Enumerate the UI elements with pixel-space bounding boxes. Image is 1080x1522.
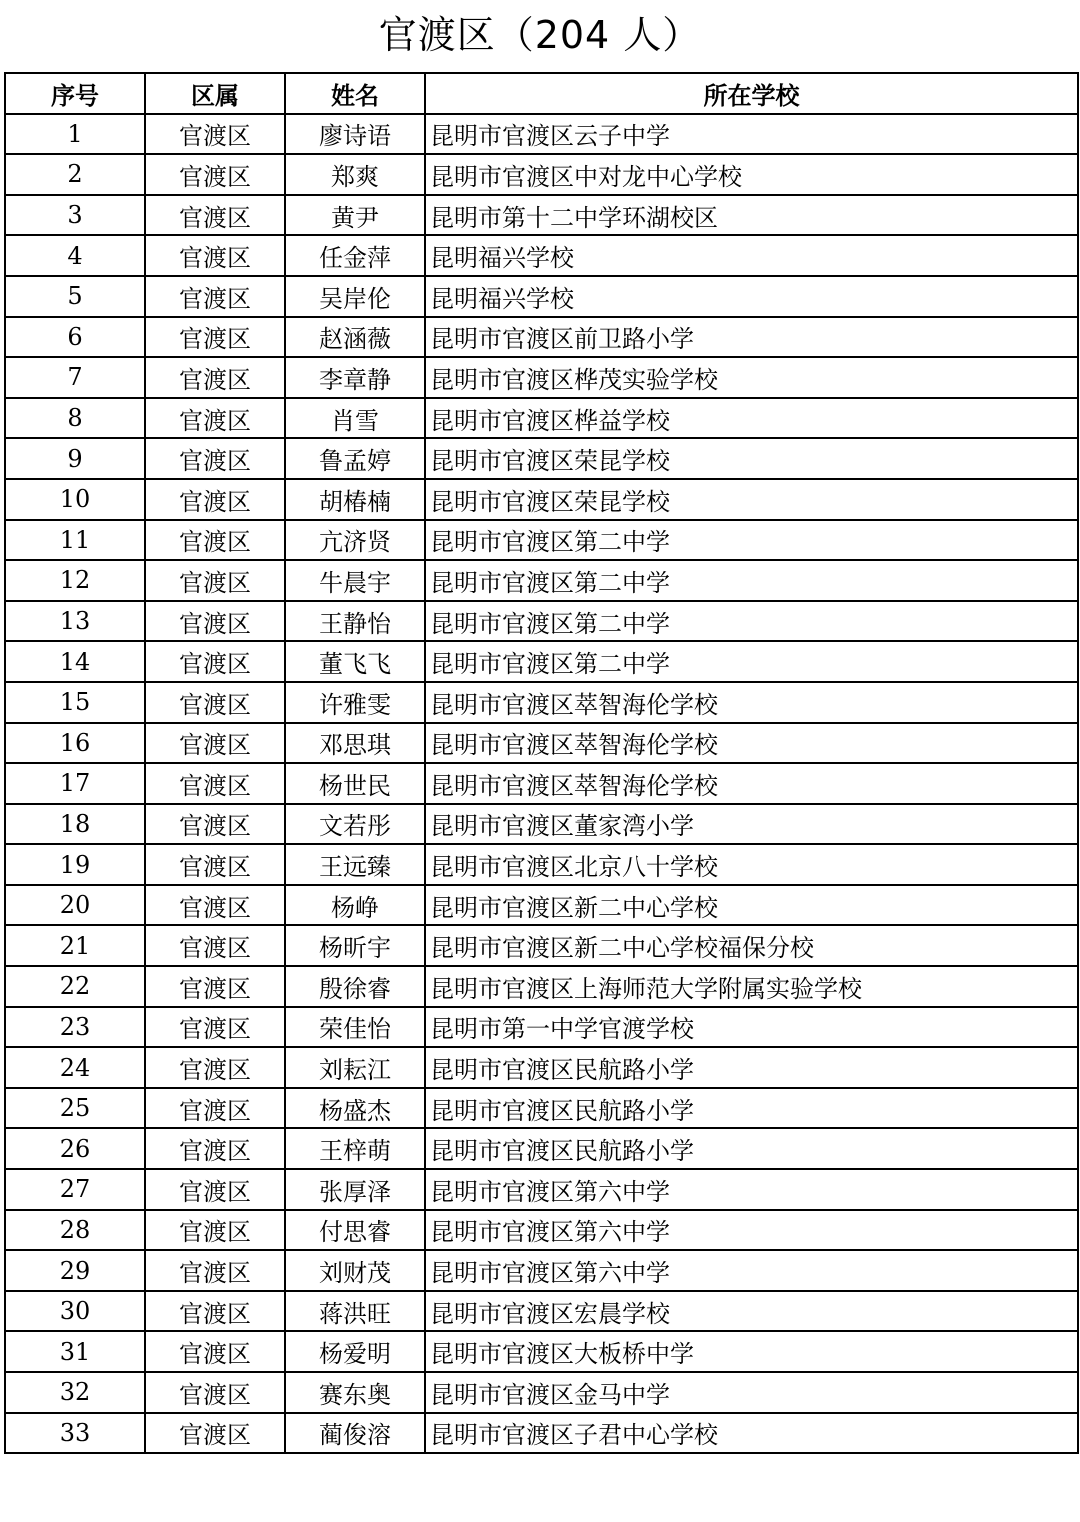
- cell-number: 18: [5, 804, 145, 845]
- cell-number: 7: [5, 357, 145, 398]
- table-row: [5, 1291, 1078, 1332]
- cell-number: 17: [5, 763, 145, 804]
- cell-school: 昆明市官渡区民航路小学: [425, 1047, 1078, 1088]
- table-row: [5, 154, 1078, 195]
- cell-number: 4: [5, 235, 145, 276]
- table-row: [5, 1169, 1078, 1210]
- cell-number: 28: [5, 1210, 145, 1251]
- cell-name: 蒋洪旺: [285, 1291, 425, 1332]
- table-row: [5, 844, 1078, 885]
- table-row: [5, 885, 1078, 926]
- cell-school: 昆明市官渡区中对龙中心学校: [425, 154, 1078, 195]
- table-row: [5, 438, 1078, 479]
- cell-district: 官渡区: [145, 1413, 285, 1454]
- cell-school: 昆明市官渡区第二中学: [425, 601, 1078, 642]
- cell-number: 5: [5, 276, 145, 317]
- cell-number: 1: [5, 114, 145, 155]
- page-title: 官渡区（204 人）: [378, 13, 702, 57]
- cell-number: 21: [5, 925, 145, 966]
- cell-name: 亢济贤: [285, 520, 425, 561]
- cell-district: 官渡区: [145, 1169, 285, 1210]
- cell-number: 2: [5, 154, 145, 195]
- cell-school: 昆明市官渡区第六中学: [425, 1250, 1078, 1291]
- cell-number: 12: [5, 560, 145, 601]
- cell-school: 昆明市官渡区桦茂实验学校: [425, 357, 1078, 398]
- cell-district: 官渡区: [145, 1210, 285, 1251]
- cell-school: 昆明市官渡区前卫路小学: [425, 317, 1078, 358]
- table-row: [5, 398, 1078, 439]
- cell-district: 官渡区: [145, 357, 285, 398]
- cell-school: 昆明市官渡区上海师范大学附属实验学校: [425, 966, 1078, 1007]
- table-body: [5, 114, 1078, 1454]
- cell-name: 许雅雯: [285, 682, 425, 723]
- table-row: [5, 1128, 1078, 1169]
- cell-number: 10: [5, 479, 145, 520]
- cell-number: 30: [5, 1291, 145, 1332]
- table-row: [5, 1088, 1078, 1129]
- cell-district: 官渡区: [145, 1047, 285, 1088]
- cell-school: 昆明市官渡区新二中心学校: [425, 885, 1078, 926]
- cell-school: 昆明市官渡区第六中学: [425, 1210, 1078, 1251]
- table-row: [5, 966, 1078, 1007]
- cell-district: 官渡区: [145, 601, 285, 642]
- cell-district: 官渡区: [145, 1088, 285, 1129]
- cell-name: 杨昕宇: [285, 925, 425, 966]
- cell-name: 任金萍: [285, 235, 425, 276]
- cell-school: 昆明市官渡区董家湾小学: [425, 804, 1078, 845]
- cell-number: 29: [5, 1250, 145, 1291]
- cell-name: 肖雪: [285, 398, 425, 439]
- cell-number: 20: [5, 885, 145, 926]
- cell-number: 6: [5, 317, 145, 358]
- table-row: [5, 114, 1078, 155]
- cell-school: 昆明福兴学校: [425, 276, 1078, 317]
- cell-number: 32: [5, 1372, 145, 1413]
- cell-school: 昆明市官渡区萃智海伦学校: [425, 682, 1078, 723]
- cell-name: 王梓萌: [285, 1128, 425, 1169]
- cell-name: 刘财茂: [285, 1250, 425, 1291]
- table-header-row: [5, 73, 1078, 114]
- cell-school: 昆明市官渡区新二中心学校福保分校: [425, 925, 1078, 966]
- cell-name: 刘耘江: [285, 1047, 425, 1088]
- cell-school: 昆明市官渡区荣昆学校: [425, 438, 1078, 479]
- cell-name: 张厚泽: [285, 1169, 425, 1210]
- table-row: [5, 682, 1078, 723]
- cell-name: 郑爽: [285, 154, 425, 195]
- cell-name: 黄尹: [285, 195, 425, 236]
- cell-number: 24: [5, 1047, 145, 1088]
- cell-school: 昆明市官渡区桦益学校: [425, 398, 1078, 439]
- cell-name: 邓思琪: [285, 723, 425, 764]
- cell-school: 昆明市官渡区第二中学: [425, 520, 1078, 561]
- roster-table: [4, 72, 1079, 1454]
- table-row: [5, 317, 1078, 358]
- table-row: [5, 357, 1078, 398]
- cell-school: 昆明市官渡区第二中学: [425, 641, 1078, 682]
- cell-school: 昆明市官渡区荣昆学校: [425, 479, 1078, 520]
- cell-school: 昆明市官渡区萃智海伦学校: [425, 723, 1078, 764]
- cell-school: 昆明市官渡区北京八十学校: [425, 844, 1078, 885]
- cell-name: 赵涵薇: [285, 317, 425, 358]
- cell-number: 9: [5, 438, 145, 479]
- cell-name: 王静怡: [285, 601, 425, 642]
- cell-school: 昆明市官渡区宏晨学校: [425, 1291, 1078, 1332]
- table-row: [5, 276, 1078, 317]
- cell-name: 鲁孟婷: [285, 438, 425, 479]
- cell-district: 官渡区: [145, 520, 285, 561]
- cell-name: 牛晨宇: [285, 560, 425, 601]
- cell-name: 吴岸伦: [285, 276, 425, 317]
- cell-name: 付思睿: [285, 1210, 425, 1251]
- cell-district: 官渡区: [145, 1128, 285, 1169]
- cell-district: 官渡区: [145, 844, 285, 885]
- table-row: [5, 641, 1078, 682]
- cell-number: 23: [5, 1007, 145, 1048]
- table-row: [5, 1210, 1078, 1251]
- table-row: [5, 479, 1078, 520]
- cell-name: 杨爱明: [285, 1331, 425, 1372]
- table-row: [5, 1372, 1078, 1413]
- cell-district: 官渡区: [145, 1331, 285, 1372]
- cell-school: 昆明市官渡区民航路小学: [425, 1088, 1078, 1129]
- cell-name: 蔺俊溶: [285, 1413, 425, 1454]
- cell-number: 11: [5, 520, 145, 561]
- cell-district: 官渡区: [145, 1372, 285, 1413]
- cell-district: 官渡区: [145, 723, 285, 764]
- cell-number: 14: [5, 641, 145, 682]
- cell-name: 廖诗语: [285, 114, 425, 155]
- cell-number: 19: [5, 844, 145, 885]
- cell-school: 昆明市第十二中学环湖校区: [425, 195, 1078, 236]
- cell-name: 胡椿楠: [285, 479, 425, 520]
- cell-district: 官渡区: [145, 966, 285, 1007]
- header-district: 区属: [145, 73, 285, 114]
- cell-number: 27: [5, 1169, 145, 1210]
- cell-district: 官渡区: [145, 560, 285, 601]
- cell-school: 昆明市官渡区大板桥中学: [425, 1331, 1078, 1372]
- cell-school: 昆明市官渡区第六中学: [425, 1169, 1078, 1210]
- cell-school: 昆明市官渡区萃智海伦学校: [425, 763, 1078, 804]
- cell-number: 33: [5, 1413, 145, 1454]
- table-row: [5, 1250, 1078, 1291]
- cell-number: 25: [5, 1088, 145, 1129]
- cell-name: 荣佳怡: [285, 1007, 425, 1048]
- header-name: 姓名: [285, 73, 425, 114]
- cell-number: 3: [5, 195, 145, 236]
- cell-school: 昆明市官渡区金马中学: [425, 1372, 1078, 1413]
- header-school: 所在学校: [425, 73, 1078, 114]
- table-row: [5, 520, 1078, 561]
- cell-district: 官渡区: [145, 804, 285, 845]
- cell-school: 昆明福兴学校: [425, 235, 1078, 276]
- cell-name: 李章静: [285, 357, 425, 398]
- cell-name: 殷徐睿: [285, 966, 425, 1007]
- cell-number: 22: [5, 966, 145, 1007]
- header-number: 序号: [5, 73, 145, 114]
- table-row: [5, 925, 1078, 966]
- table-row: [5, 1413, 1078, 1454]
- table-row: [5, 601, 1078, 642]
- cell-name: 杨峥: [285, 885, 425, 926]
- cell-school: 昆明市官渡区子君中心学校: [425, 1413, 1078, 1454]
- cell-district: 官渡区: [145, 479, 285, 520]
- cell-school: 昆明市第一中学官渡学校: [425, 1007, 1078, 1048]
- cell-district: 官渡区: [145, 154, 285, 195]
- table-row: [5, 723, 1078, 764]
- cell-district: 官渡区: [145, 195, 285, 236]
- cell-district: 官渡区: [145, 885, 285, 926]
- table-row: [5, 195, 1078, 236]
- cell-district: 官渡区: [145, 317, 285, 358]
- cell-school: 昆明市官渡区第二中学: [425, 560, 1078, 601]
- cell-number: 15: [5, 682, 145, 723]
- cell-name: 赛东奥: [285, 1372, 425, 1413]
- table-row: [5, 1331, 1078, 1372]
- cell-district: 官渡区: [145, 682, 285, 723]
- cell-name: 王远臻: [285, 844, 425, 885]
- cell-district: 官渡区: [145, 763, 285, 804]
- cell-name: 杨盛杰: [285, 1088, 425, 1129]
- cell-name: 文若彤: [285, 804, 425, 845]
- cell-district: 官渡区: [145, 235, 285, 276]
- cell-district: 官渡区: [145, 114, 285, 155]
- table-row: [5, 763, 1078, 804]
- cell-name: 董飞飞: [285, 641, 425, 682]
- cell-district: 官渡区: [145, 276, 285, 317]
- table-row: [5, 1007, 1078, 1048]
- cell-district: 官渡区: [145, 925, 285, 966]
- cell-number: 16: [5, 723, 145, 764]
- cell-district: 官渡区: [145, 1291, 285, 1332]
- table-row: [5, 560, 1078, 601]
- cell-school: 昆明市官渡区民航路小学: [425, 1128, 1078, 1169]
- cell-name: 杨世民: [285, 763, 425, 804]
- table-row: [5, 235, 1078, 276]
- cell-number: 13: [5, 601, 145, 642]
- cell-school: 昆明市官渡区云子中学: [425, 114, 1078, 155]
- cell-district: 官渡区: [145, 1007, 285, 1048]
- cell-district: 官渡区: [145, 1250, 285, 1291]
- cell-district: 官渡区: [145, 641, 285, 682]
- cell-district: 官渡区: [145, 438, 285, 479]
- cell-number: 31: [5, 1331, 145, 1372]
- cell-number: 8: [5, 398, 145, 439]
- cell-district: 官渡区: [145, 398, 285, 439]
- cell-number: 26: [5, 1128, 145, 1169]
- table-row: [5, 804, 1078, 845]
- table-row: [5, 1047, 1078, 1088]
